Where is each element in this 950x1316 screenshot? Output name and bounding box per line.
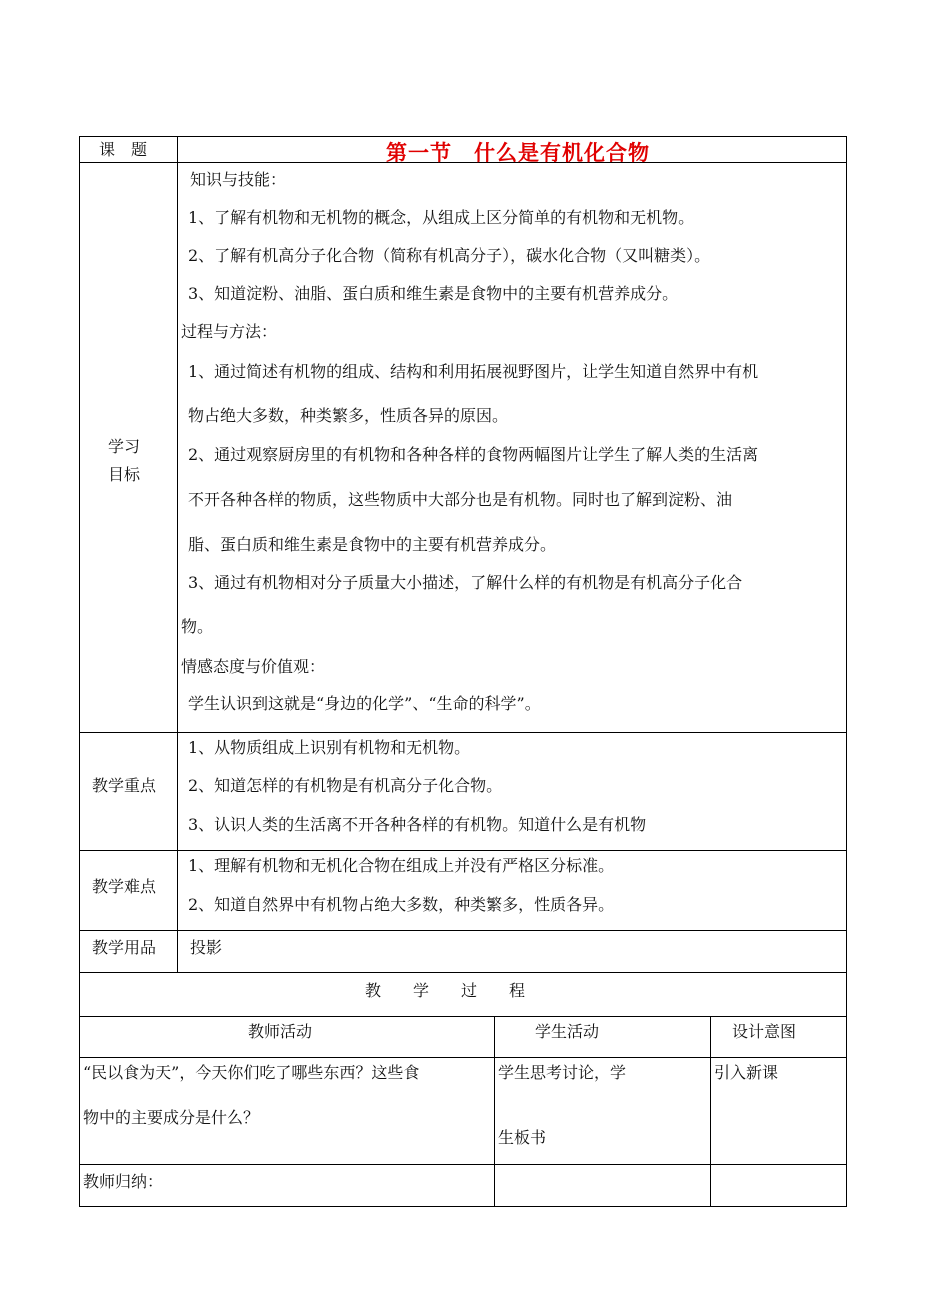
table-border-left bbox=[79, 136, 80, 1207]
label-column-divider bbox=[177, 136, 178, 973]
process-heading: 教 学 过 程 bbox=[365, 981, 526, 1000]
design-intent: 引入新课 bbox=[714, 1063, 779, 1082]
objectives-line: 脂、蛋白质和维生素是食物中的主要有机营养成分。 bbox=[188, 535, 557, 554]
topic-label: 课 题 bbox=[99, 140, 148, 159]
student-activity: 生板书 bbox=[498, 1128, 547, 1147]
objectives-line: 物。 bbox=[181, 617, 214, 636]
column-divider bbox=[710, 1016, 711, 1207]
difficulty-line: 2、知道自然界中有机物占绝大多数，种类繁多，性质各异。 bbox=[188, 895, 615, 914]
objectives-line: 3、通过有机物相对分子质量大小描述，了解什么样的有机物是有机高分子化合 bbox=[188, 573, 743, 592]
difficulty-line: 1、理解有机物和无机化合物在组成上并没有严格区分标准。 bbox=[188, 856, 615, 875]
objectives-line: 不开各种各样的物质，这些物质中大部分也是有机物。同时也了解到淀粉、油 bbox=[188, 490, 733, 509]
objectives-line: 情感态度与价值观： bbox=[181, 657, 326, 676]
teacher-activity: “民以食为天”，今天你们吃了哪些东西？这些食 bbox=[83, 1063, 420, 1082]
row-divider bbox=[79, 850, 847, 851]
teacher-activity: 物中的主要成分是什么？ bbox=[83, 1108, 260, 1127]
key-point-line: 2、知道怎样的有机物是有机高分子化合物。 bbox=[188, 776, 503, 795]
table-border-right bbox=[846, 136, 847, 1207]
student-activity: 学生思考讨论，学 bbox=[498, 1063, 627, 1082]
lesson-title: 第一节 什么是有机化合物 bbox=[386, 140, 650, 165]
objectives-line: 3、知道淀粉、油脂、蛋白质和维生素是食物中的主要有机营养成分。 bbox=[188, 284, 679, 303]
row-divider bbox=[79, 1164, 847, 1165]
row-divider bbox=[79, 1057, 847, 1058]
column-header-teacher: 教师活动 bbox=[248, 1022, 313, 1041]
objectives-line: 2、通过观察厨房里的有机物和各种各样的食物两幅图片让学生了解人类的生活离 bbox=[188, 445, 759, 464]
column-header-intent: 设计意图 bbox=[732, 1022, 797, 1041]
difficulties-label: 教学难点 bbox=[92, 877, 157, 896]
row-divider bbox=[79, 930, 847, 931]
row-divider bbox=[79, 1016, 847, 1017]
objectives-line: 物占绝大多数，种类繁多，性质各异的原因。 bbox=[188, 406, 509, 425]
objectives-line: 过程与方法： bbox=[181, 322, 278, 341]
table-border-bottom bbox=[79, 1206, 847, 1207]
objectives-label: 学习 bbox=[108, 437, 141, 456]
teacher-activity: 教师归纳： bbox=[83, 1172, 164, 1191]
objectives-line: 知识与技能： bbox=[190, 170, 287, 189]
key-point-line: 3、认识人类的生活离不开各种各样的有机物。知道什么是有机物 bbox=[188, 815, 647, 834]
objectives-line: 2、了解有机高分子化合物（简称有机高分子），碳水化合物（又叫糖类）。 bbox=[188, 246, 711, 265]
column-header-student: 学生活动 bbox=[535, 1022, 600, 1041]
objectives-label: 目标 bbox=[108, 465, 141, 484]
column-divider bbox=[494, 1016, 495, 1207]
objectives-line: 学生认识到这就是“身边的化学”、“生命的科学”。 bbox=[188, 694, 541, 713]
row-divider bbox=[79, 972, 847, 973]
key-point-line: 1、从物质组成上识别有机物和无机物。 bbox=[188, 738, 471, 757]
objectives-line: 1、了解有机物和无机物的概念，从组成上区分简单的有机物和无机物。 bbox=[188, 208, 695, 227]
objectives-line: 1、通过简述有机物的组成、结构和利用拓展视野图片，让学生知道自然界中有机 bbox=[188, 362, 759, 381]
key-points-label: 教学重点 bbox=[92, 776, 157, 795]
materials-value: 投影 bbox=[190, 938, 223, 957]
materials-label: 教学用品 bbox=[92, 938, 157, 957]
row-divider bbox=[79, 732, 847, 733]
